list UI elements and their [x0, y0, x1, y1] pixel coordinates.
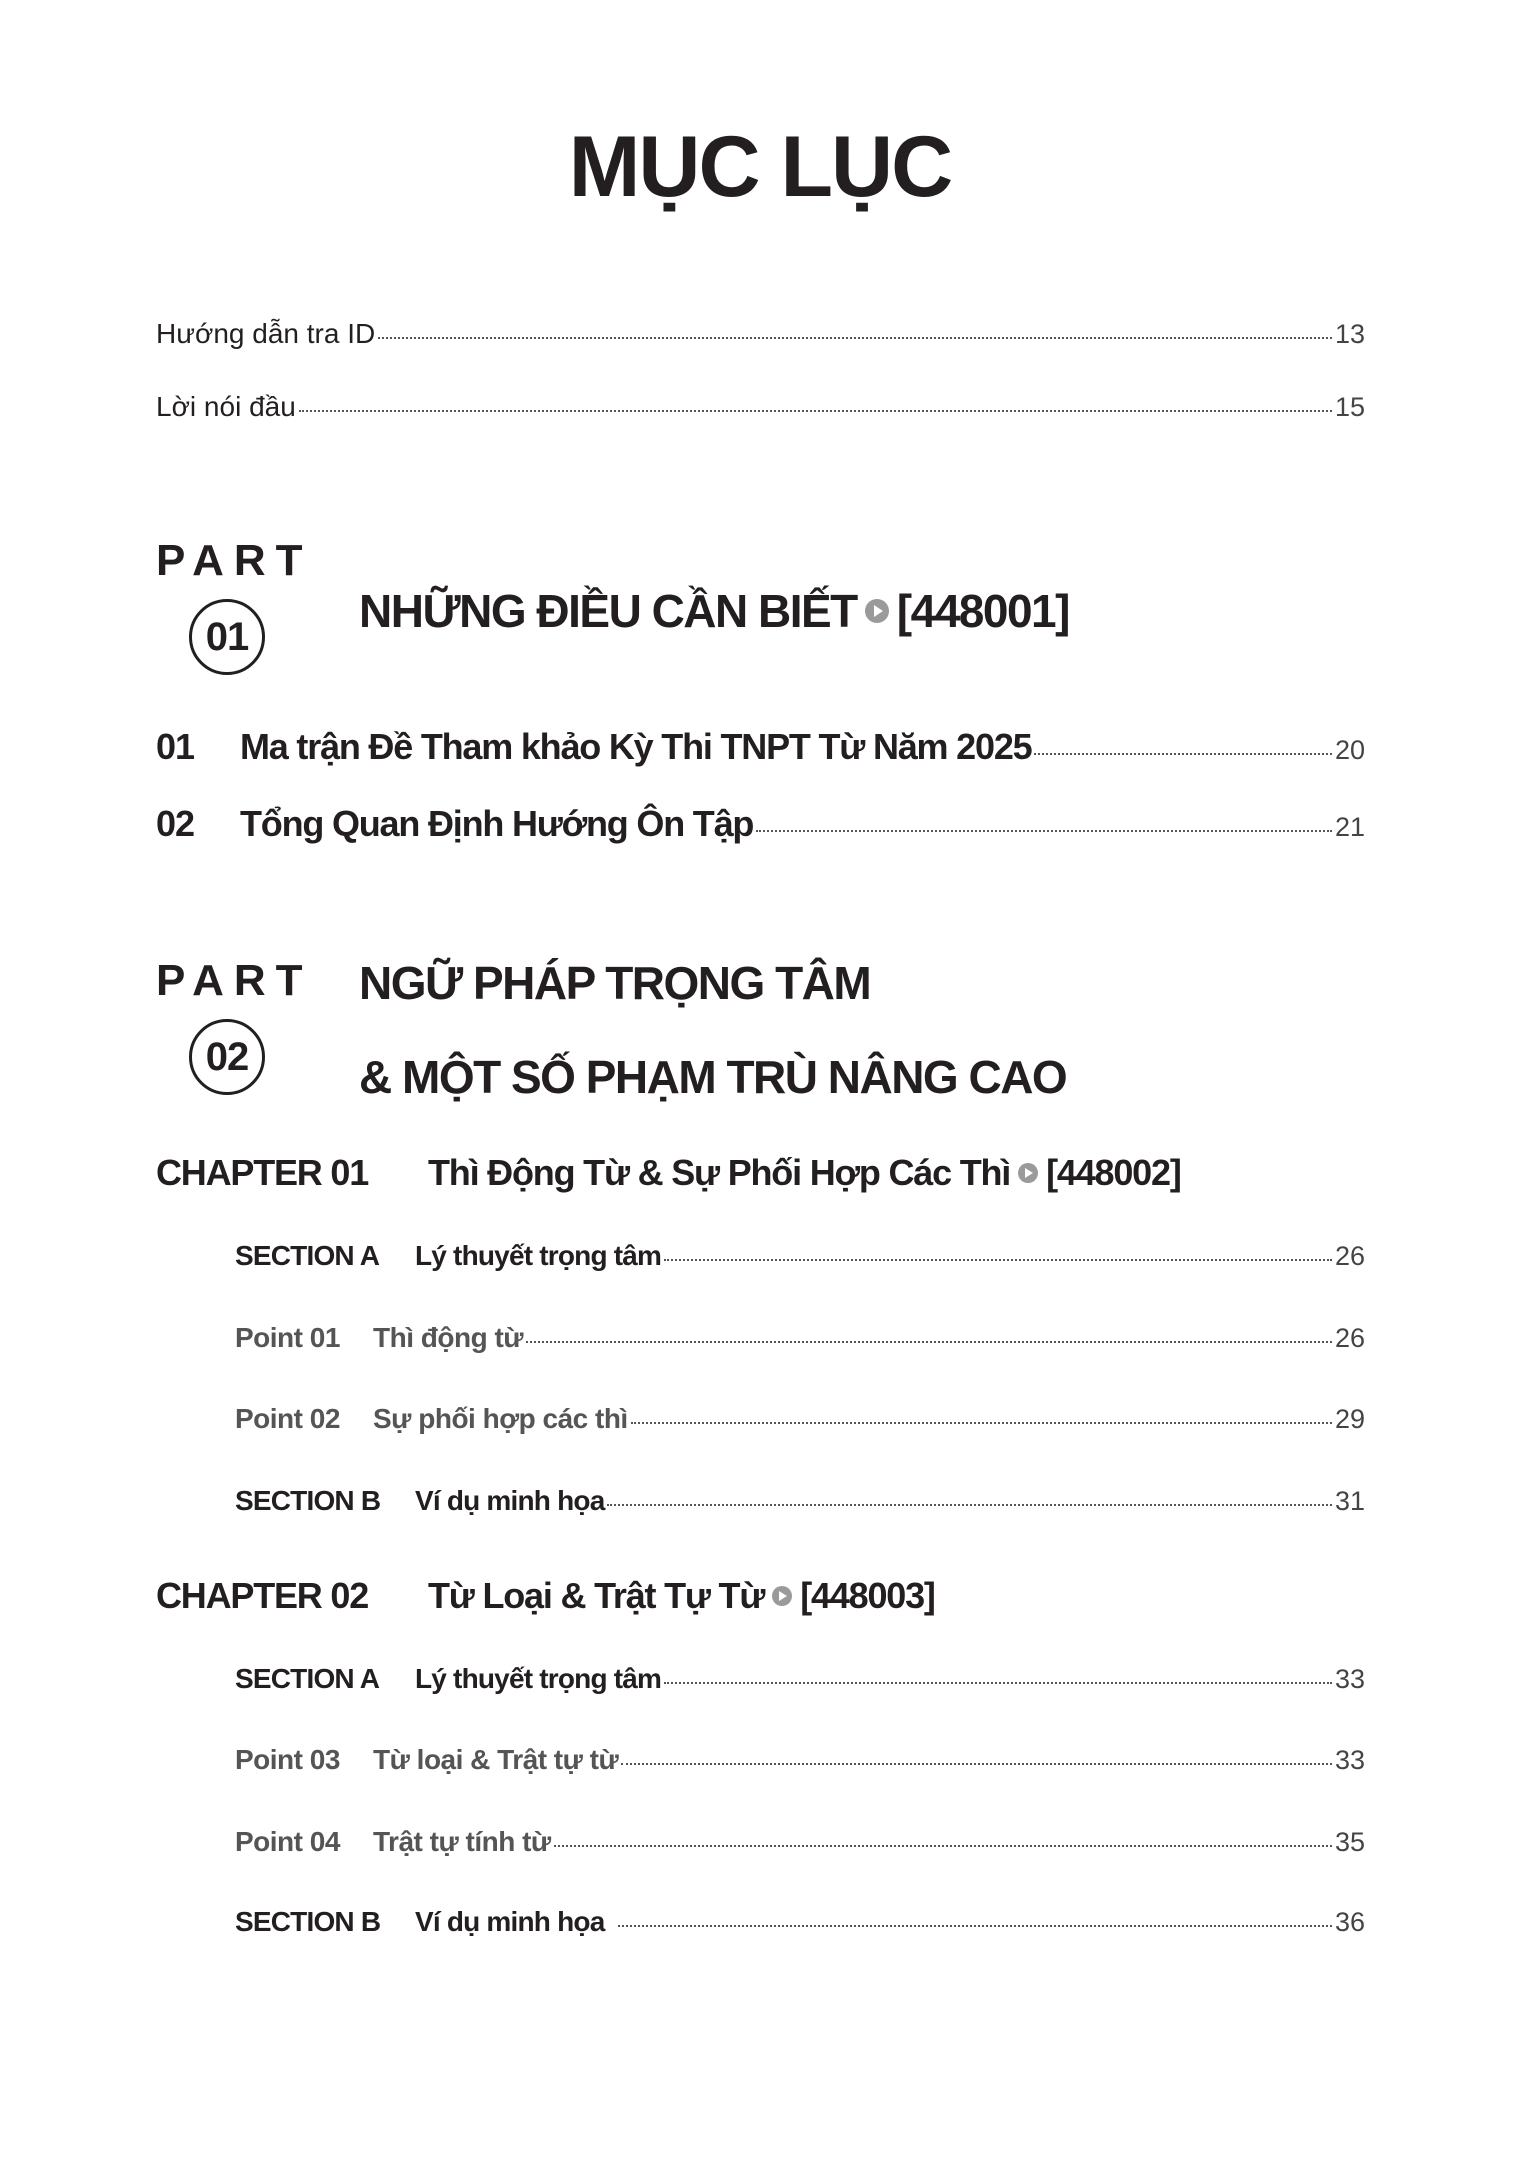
dot-leader — [664, 1259, 1332, 1261]
page-number: 13 — [1334, 319, 1365, 349]
toc-entry[interactable] — [156, 726, 1365, 768]
page-number: 26 — [1334, 1241, 1365, 1271]
page-number: 36 — [1334, 1907, 1365, 1937]
entry-title: Từ loại & Trật tự từ — [373, 1744, 619, 1775]
dot-leader — [554, 1845, 1332, 1847]
dot-leader — [1034, 753, 1331, 755]
section-label: SECTION B — [235, 1906, 381, 1937]
page-number: 33 — [1334, 1745, 1365, 1775]
section-entry[interactable] — [235, 1485, 1365, 1517]
point-entry[interactable] — [235, 1826, 1365, 1858]
part-title[interactable] — [359, 584, 1069, 638]
entry-title: Lý thuyết trọng tâm — [415, 1240, 662, 1271]
page-number: 33 — [1334, 1664, 1365, 1694]
entry-title: Lý thuyết trọng tâm — [415, 1663, 662, 1694]
dot-leader — [299, 410, 1332, 412]
part-number-badge: 02 — [189, 1019, 265, 1095]
part-label: PART — [156, 956, 313, 1005]
part-title-line1[interactable]: NGỮ PHÁP TRỌNG TÂM — [359, 957, 871, 1009]
entry-title: Thì động từ — [373, 1322, 524, 1353]
chapter-label: CHAPTER 02 — [156, 1575, 369, 1616]
dot-leader — [526, 1341, 1332, 1343]
entry-title: Ma trận Đề Tham khảo Kỳ Thi TNPT Từ Năm 2025 — [240, 726, 1032, 767]
point-label: Point 01 — [235, 1322, 340, 1353]
page-number: 35 — [1334, 1827, 1365, 1857]
entry-title: Sự phối hợp các thì — [373, 1403, 628, 1434]
section-label: SECTION B — [235, 1485, 381, 1516]
page-number: 26 — [1334, 1323, 1365, 1353]
item-number: 02 — [156, 803, 195, 844]
page-number: 29 — [1334, 1404, 1365, 1434]
entry-title: Tổng Quan Định Hướng Ôn Tập — [240, 803, 754, 844]
dot-leader — [631, 1422, 1332, 1424]
dot-leader — [756, 830, 1332, 832]
toc-entry[interactable] — [156, 803, 1365, 845]
item-number: 01 — [156, 726, 195, 767]
dot-leader — [618, 1925, 1331, 1927]
section-label: SECTION A — [235, 1663, 380, 1694]
part-title-text: NHỮNG ĐIỀU CẦN BIẾT — [359, 585, 857, 637]
section-entry[interactable] — [235, 1663, 1365, 1695]
dot-leader — [621, 1763, 1332, 1765]
entry-title: Trật tự tính từ — [373, 1826, 551, 1857]
entry-title: Ví dụ minh họa — [415, 1485, 605, 1516]
point-entry[interactable] — [235, 1744, 1365, 1776]
point-entry[interactable] — [235, 1322, 1365, 1354]
part-label: PART — [156, 536, 313, 585]
section-label: SECTION A — [235, 1240, 380, 1271]
chapter-title: Từ Loại & Trật Tự Từ — [428, 1575, 765, 1616]
part-id: [448001] — [896, 585, 1069, 637]
play-icon — [1018, 1163, 1038, 1183]
chapter-heading[interactable] — [156, 1152, 1181, 1194]
page-number: 20 — [1334, 735, 1365, 765]
chapter-label: CHAPTER 01 — [156, 1152, 369, 1193]
section-entry[interactable] — [235, 1240, 1365, 1272]
chapter-id: [448003] — [800, 1575, 935, 1616]
page-number: 21 — [1334, 812, 1365, 842]
play-icon — [865, 599, 889, 623]
part-number-badge: 01 — [189, 599, 265, 675]
page-title: MỤC LỤC — [568, 119, 952, 215]
dot-leader — [378, 337, 1332, 339]
dot-leader — [664, 1682, 1332, 1684]
page-number: 15 — [1334, 392, 1365, 422]
entry-title: Ví dụ minh họa — [415, 1906, 605, 1937]
chapter-id: [448002] — [1046, 1152, 1181, 1193]
dot-leader — [607, 1504, 1331, 1506]
chapter-title: Thì Động Từ & Sự Phối Hợp Các Thì — [428, 1152, 1011, 1193]
point-entry[interactable] — [235, 1403, 1365, 1435]
section-entry[interactable] — [235, 1906, 1365, 1938]
part-title-line2[interactable]: & MỘT SỐ PHẠM TRÙ NÂNG CAO — [359, 1051, 1067, 1103]
play-icon — [772, 1586, 792, 1606]
entry-title: Lời nói đầu — [156, 391, 296, 422]
chapter-heading[interactable] — [156, 1575, 935, 1617]
page-number: 31 — [1334, 1486, 1365, 1516]
toc-entry[interactable] — [156, 391, 1365, 423]
toc-entry[interactable] — [156, 318, 1365, 350]
point-label: Point 04 — [235, 1826, 340, 1857]
entry-title: Hướng dẫn tra ID — [156, 318, 376, 349]
point-label: Point 02 — [235, 1403, 340, 1434]
point-label: Point 03 — [235, 1744, 340, 1775]
